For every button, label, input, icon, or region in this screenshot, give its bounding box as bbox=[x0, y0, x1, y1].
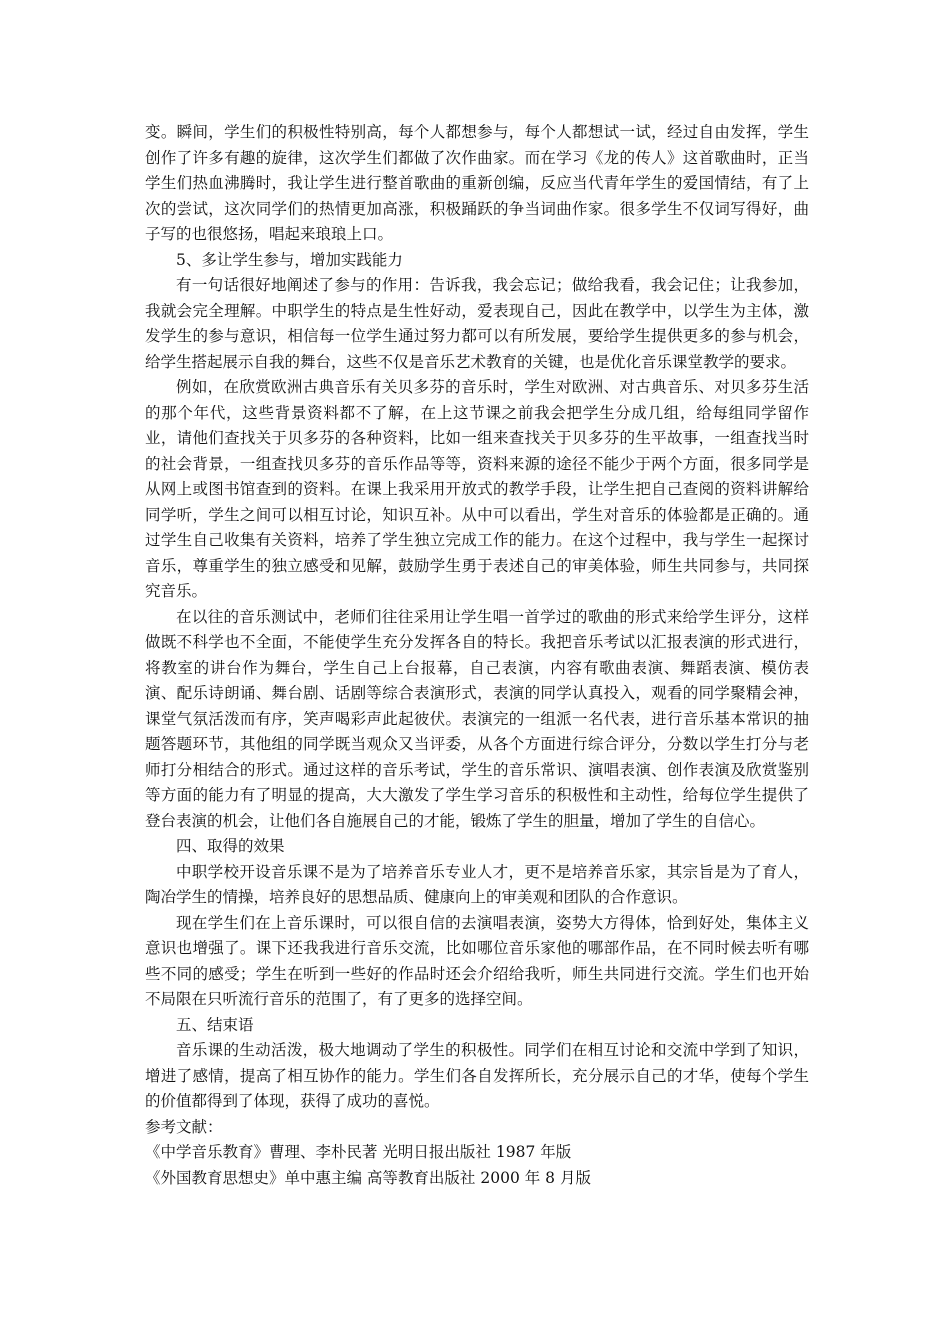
reference-item: 《外国教育思想史》单中惠主编 高等教育出版社 2000 年 8 月版 bbox=[145, 1168, 591, 1187]
body-paragraph: 现在学生们在上音乐课时，可以很自信的去演唱表演，姿势大方得体，恰到好处，集体主义意识也增强了。课下还我我进行音乐交流，比如哪位音乐家他的哪部作品，在不同时候去听有哪些不同的感受；学生在听到一些好的作品时还会介绍给我听，师生共同进行交流。学生们也开始不局限在只听流行音乐的范围了，有了更多的选择空间。 bbox=[145, 913, 809, 1008]
body-paragraph: 例如，在欣赏欧洲古典音乐有关贝多芬的音乐时，学生对欧洲、对古典音乐、对贝多芬生活的那个年代，这些背景资料都不了解，在上这节课之前我会把学生分成几组，给每组同学留作业，请他们查找关于贝多芬的各种资料，比如一组来查找关于贝多芬的生平故事，一组查找当时的社会背景，一组查找贝多芬的音乐作品等等，资料来源的途径不能少于两个方面，很多同学是从网上或图书馆查到的资料。在课上我采用开放式的教学手段，让学生把自己查阅的资料讲解给同学听，学生之间可以相互讨论，知识互补。从中可以看出，学生对音乐的体验都是正确的。通过学生自己收集有关资料，培养了学生独立完成工作的能力。在这个过程中，我与学生一起探讨音乐，尊重学生的独立感受和见解，鼓励学生勇于表述自己的审美体验，师生共同参与，共同探究音乐。 bbox=[145, 378, 809, 600]
references-label: 参考文献： bbox=[145, 1117, 223, 1136]
body-paragraph: 音乐课的生动活泼，极大地调动了学生的积极性。同学们在相互讨论和交流中学到了知识，增进了感情，提高了相互协作的能力。学生们各自发挥所长，充分展示自己的才华，使每个学生的价值都得到了体现，获得了成功的喜悦。 bbox=[145, 1041, 809, 1110]
section-subheading: 5、多让学生参与，增加实践能力 bbox=[176, 250, 403, 269]
reference-item: 《中学音乐教育》曹理、李朴民著 光明日报出版社 1987 年版 bbox=[145, 1143, 572, 1161]
body-paragraph: 变。瞬间，学生们的积极性特别高，每个人都想参与，每个人都想试一试，经过自由发挥，学生创作了许多有趣的旋律，这次学生们都做了次作曲家。而在学习《龙的传人》这首歌曲时，正当学生们热血沸腾时，我让学生进行整首歌曲的重新创编，反应当代青年学生的爱国情结，有了上次的尝试，这次同学们的热情更加高涨，积极踊跃的争当词曲作家。很多学生不仅词写得好，曲子写的也很悠扬，唱起来琅琅上口。 bbox=[145, 123, 809, 243]
body-paragraph: 有一句话很好地阐述了参与的作用：告诉我，我会忘记；做给我看，我会记住；让我参加，我就会完全理解。中职学生的特点是生性好动，爱表现自己，因此在教学中，以学生为主体，激发学生的参与意识，相信每一位学生通过努力都可以有所发展，要给学生提供更多的参与机会，给学生搭起展示自我的舞台，这些不仅是音乐艺术教育的关键，也是优化音乐课堂教学的要求。 bbox=[145, 276, 809, 371]
section-heading: 四、取得的效果 bbox=[176, 837, 285, 855]
document-page bbox=[145, 120, 809, 1191]
body-paragraph: 在以往的音乐测试中，老师们往往采用让学生唱一首学过的歌曲的形式来给学生评分，这样做既不科学也不全面，不能使学生充分发挥各自的特长。我把音乐考试以汇报表演的形式进行，将教室的讲台作为舞台，学生自己上台报幕，自己表演，内容有歌曲表演、舞蹈表演、模仿表演、配乐诗朗诵、舞台剧、话剧等综合表演形式，表演的同学认真投入，观看的同学聚精会神，课堂气氛活泼而有序，笑声喝彩声此起彼伏。表演完的一组派一名代表，进行音乐基本常识的抽题答题环节，其他组的同学既当观众又当评委，从各个方面进行综合评分，分数以学生打分与老师打分相结合的形式。通过这样的音乐考试，学生的音乐常识、演唱表演、创作表演及欣赏鉴别等方面的能力有了明显的提高，大大激发了学生学习音乐的积极性和主动性，给每位学生提供了登台表演的机会，让他们各自施展自己的才能，锻炼了学生的胆量，增加了学生的自信心。 bbox=[145, 607, 809, 830]
body-paragraph: 中职学校开设音乐课不是为了培养音乐专业人才，更不是培养音乐家，其宗旨是为了育人，陶冶学生的情操，培养良好的思想品质、健康向上的审美观和团队的合作意识。 bbox=[145, 862, 809, 906]
section-heading: 五、结束语 bbox=[176, 1015, 254, 1034]
